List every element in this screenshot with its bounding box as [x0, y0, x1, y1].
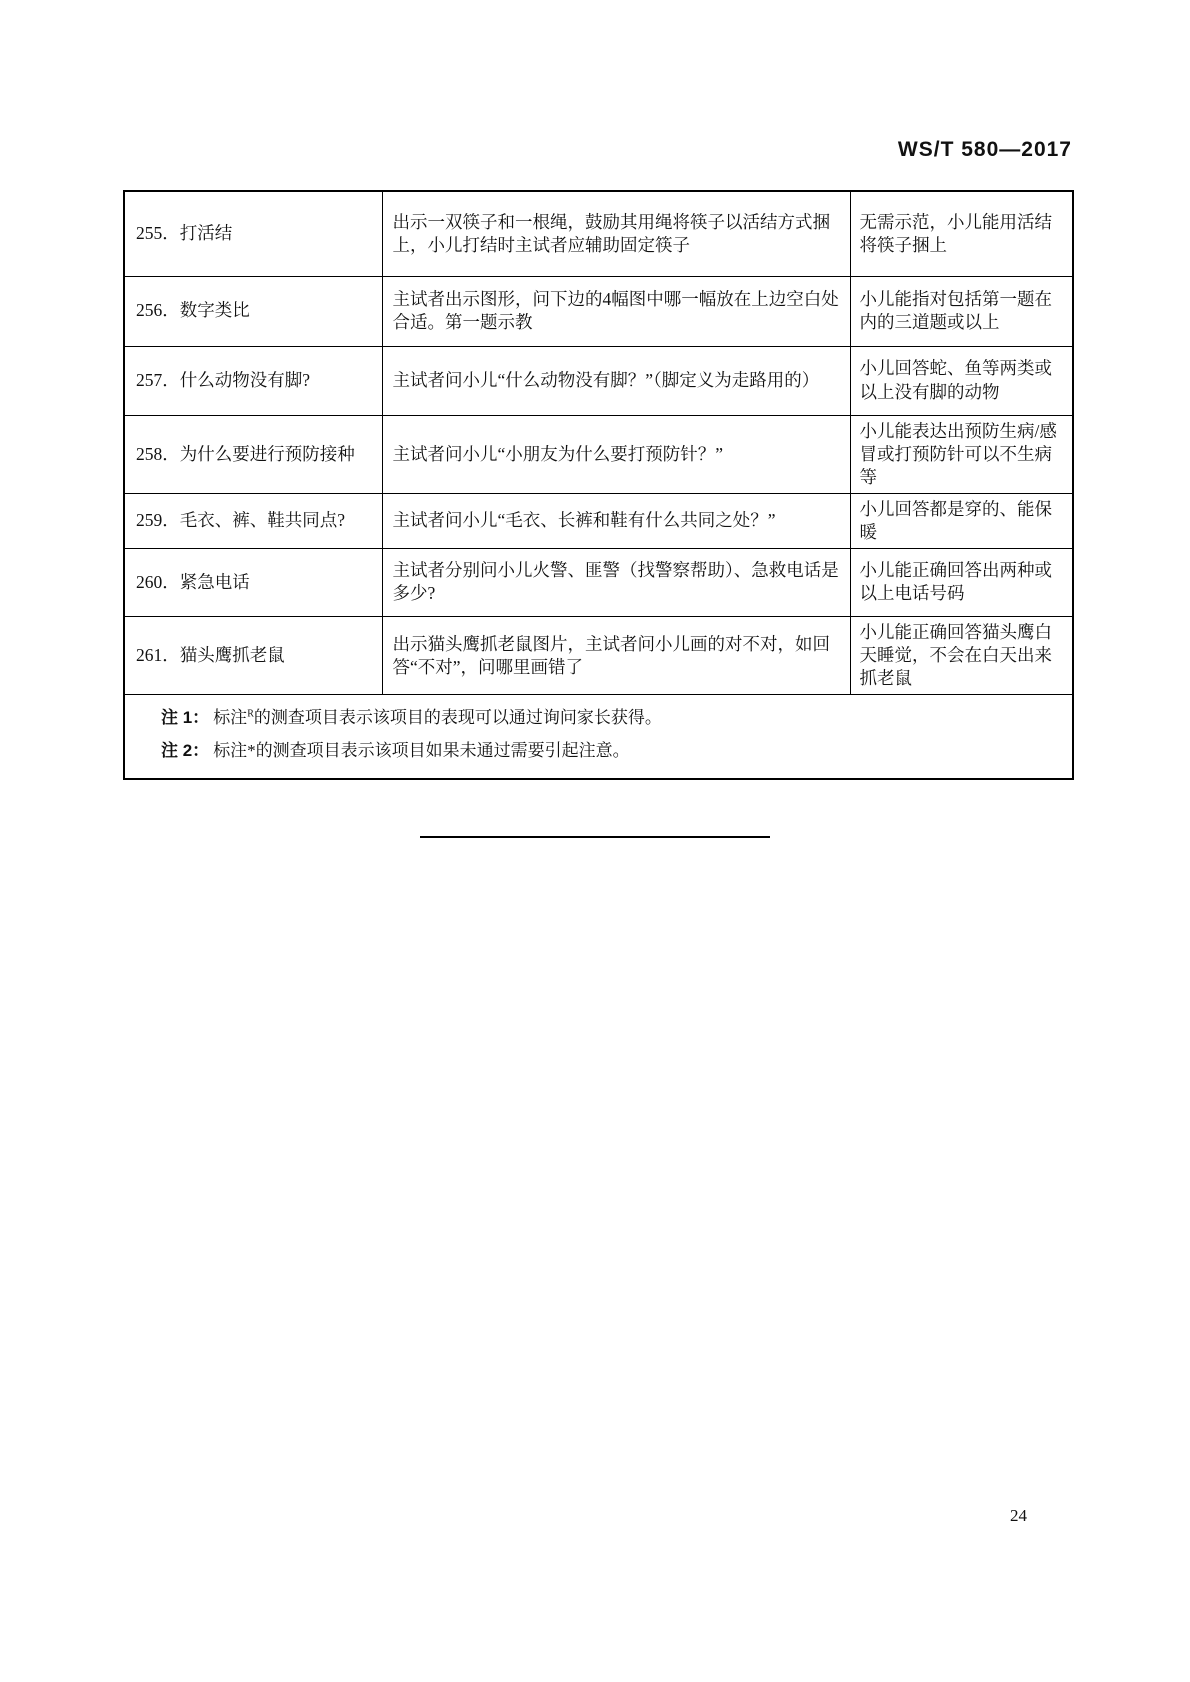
standard-number: WS/T 580—2017 — [897, 138, 1072, 161]
note-2-label: 注 2： — [161, 740, 210, 760]
method-cell: 出示猫头鹰抓老鼠图片，主试者问小儿画的对不对，如回答“不对”，问哪里画错了 — [382, 616, 850, 694]
method-cell: 主试者问小儿“小朋友为什么要打预防针？” — [382, 415, 850, 493]
criteria-cell: 无需示范，小儿能用活结将筷子捆上 — [850, 191, 1073, 276]
method-cell: 主试者问小儿“毛衣、长裤和鞋有什么共同之处？” — [382, 493, 850, 548]
criteria-cell: 小儿能正确回答出两种或以上电话号码 — [850, 548, 1073, 616]
note-1-label: 注 1： — [161, 708, 210, 728]
method-cell: 主试者分别问小儿火警、匪警（找警察帮助）、急救电话是多少? — [382, 548, 850, 616]
item-cell: 257．什么动物没有脚? — [124, 346, 382, 415]
table-row — [124, 616, 1073, 694]
table-row — [124, 191, 1073, 276]
note-1-text: 的测查项目表示该项目的表现可以通过询问家长获得。 — [253, 708, 662, 728]
note-2-text: 的测查项目表示该项目如果未通过需要引起注意。 — [255, 740, 630, 760]
note-line-2 — [161, 739, 1062, 764]
item-cell: 258．为什么要进行预防接种 — [124, 415, 382, 493]
criteria-cell: 小儿回答蛇、鱼等两类或以上没有脚的动物 — [850, 346, 1073, 415]
criteria-cell: 小儿能正确回答猫头鹰白天睡觉，不会在白天出来抓老鼠 — [850, 616, 1073, 694]
note-line-1 — [161, 706, 1062, 731]
table-row — [124, 548, 1073, 616]
method-cell: 出示一双筷子和一根绳，鼓励其用绳将筷子以活结方式捆上，小儿打结时主试者应辅助固定筷子 — [382, 191, 850, 276]
table-row — [124, 346, 1073, 415]
page-number: 24 — [1010, 1506, 1027, 1525]
table-row — [124, 493, 1073, 548]
notes-cell — [124, 695, 1073, 779]
item-cell: 256．数字类比 — [124, 276, 382, 346]
method-cell: 主试者出示图形，问下边的4幅图中哪一幅放在上边空白处合适。第一题示教 — [382, 276, 850, 346]
table-row — [124, 276, 1073, 346]
note-2-text-pre: 标注* — [213, 740, 256, 760]
item-cell: 260．紧急电话 — [124, 548, 382, 616]
table-row — [124, 415, 1073, 493]
note-1-superscript: R — [247, 708, 254, 720]
notes-row — [124, 695, 1073, 779]
end-of-document-rule — [420, 836, 770, 838]
criteria-cell: 小儿能指对包括第一题在内的三道题或以上 — [850, 276, 1073, 346]
item-cell: 255．打活结 — [124, 191, 382, 276]
item-cell: 261．猫头鹰抓老鼠 — [124, 616, 382, 694]
method-cell: 主试者问小儿“什么动物没有脚？”（脚定义为走路用的） — [382, 346, 850, 415]
criteria-cell: 小儿回答都是穿的、能保暖 — [850, 493, 1073, 548]
assessment-table — [123, 190, 1074, 780]
item-cell: 259．毛衣、裤、鞋共同点? — [124, 493, 382, 548]
criteria-cell: 小儿能表达出预防生病/感冒或打预防针可以不生病等 — [850, 415, 1073, 493]
note-1-text-pre: 标注 — [213, 708, 248, 728]
